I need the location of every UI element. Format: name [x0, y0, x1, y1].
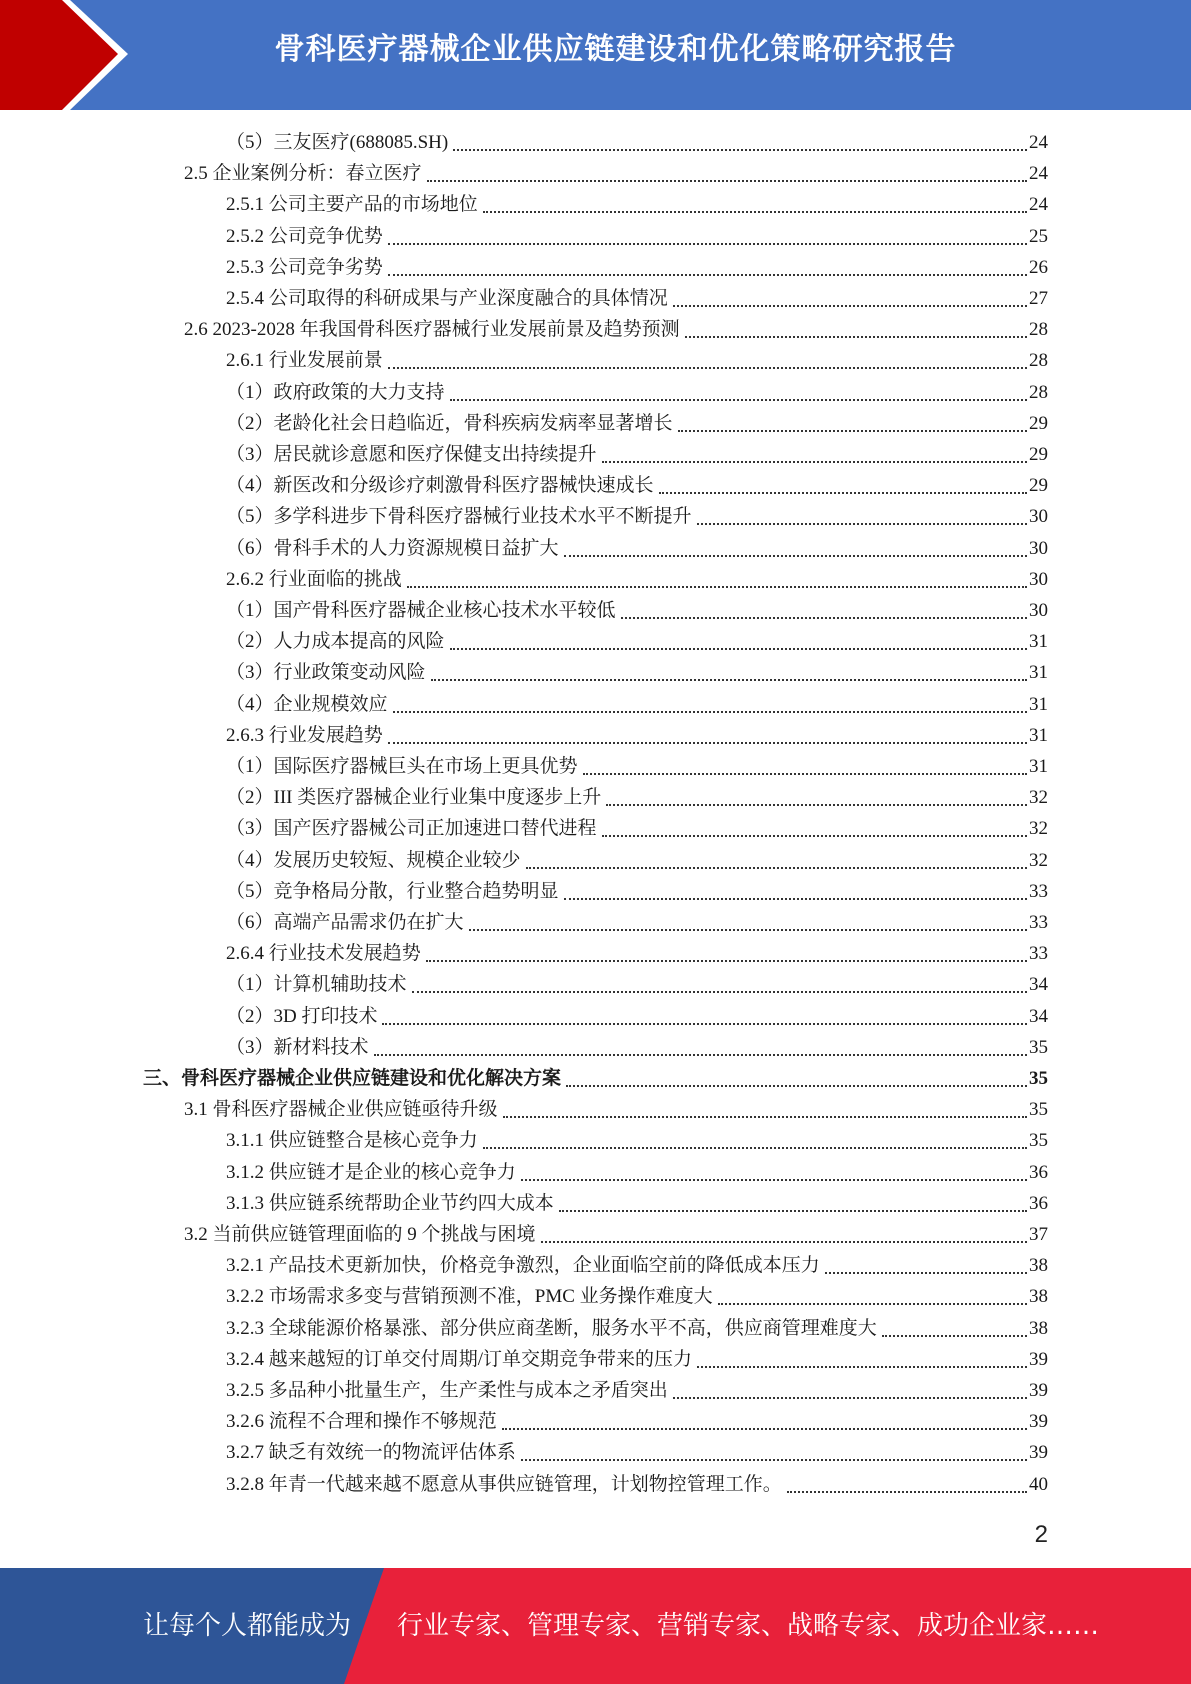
toc-dot-leader	[718, 1302, 1027, 1305]
toc-entry[interactable]	[226, 595, 1048, 626]
toc-dot-leader	[564, 554, 1027, 557]
toc-entry-page: 38	[1029, 1317, 1048, 1339]
toc-entry-title: 3.2 当前供应链管理面临的 9 个挑战与困境	[184, 1224, 536, 1245]
toc-entry[interactable]	[226, 1281, 1048, 1312]
toc-entry-title: 2.6 2023-2028 年我国骨科医疗器械行业发展前景及趋势预测	[184, 319, 680, 341]
toc-entry-page: 34	[1029, 1005, 1048, 1027]
toc-entry-title: （1）政府政策的大力支持	[226, 381, 445, 403]
toc-dot-leader	[659, 491, 1027, 494]
toc-dot-leader	[483, 1146, 1027, 1149]
toc-entry[interactable]	[226, 1406, 1048, 1437]
toc-entry-title: 3.2.2 市场需求多变与营销预测不准，PMC 业务操作难度大	[226, 1286, 713, 1308]
toc-entry[interactable]	[226, 127, 1048, 158]
toc-entry[interactable]	[226, 938, 1048, 969]
toc-entry-page: 31	[1029, 693, 1048, 715]
toc-entry[interactable]	[226, 626, 1048, 657]
toc-dot-leader	[678, 429, 1027, 432]
toc-entry[interactable]	[226, 657, 1048, 688]
toc-entry-title: 3.2.8 年青一代越来越不愿意从事供应链管理，计划物控管理工作。	[226, 1473, 782, 1495]
toc-dot-leader	[697, 1365, 1027, 1368]
toc-entry-title: （2）人力成本提高的风险	[226, 631, 445, 653]
toc-dot-leader	[673, 1396, 1027, 1399]
toc-entry[interactable]	[226, 907, 1048, 938]
toc-entry-page: 40	[1029, 1473, 1048, 1495]
toc-dot-leader	[453, 148, 1027, 151]
toc-entry[interactable]	[226, 876, 1048, 907]
toc-entry-title: （5）竞争格局分散，行业整合趋势明显	[226, 880, 559, 902]
footer-slogan-right: 行业专家、管理专家、营销专家、战略专家、成功企业家……	[397, 1611, 1100, 1641]
toc-entry-page: 38	[1029, 1255, 1048, 1277]
toc-entry[interactable]	[226, 1157, 1048, 1188]
toc-dot-leader	[602, 834, 1027, 837]
toc-entry[interactable]	[226, 533, 1048, 564]
toc-dot-leader	[388, 273, 1027, 276]
toc-entry-title: 2.6.2 行业面临的挑战	[226, 568, 402, 590]
toc-entry[interactable]	[184, 158, 1048, 189]
toc-dot-leader	[621, 616, 1027, 619]
toc-entry-page: 35	[1029, 1099, 1048, 1121]
toc-entry-page: 33	[1029, 912, 1048, 933]
toc-entry-page: 39	[1029, 1411, 1048, 1433]
toc-entry[interactable]	[184, 1219, 1048, 1250]
toc-dot-leader	[697, 522, 1027, 525]
toc-entry-page: 29	[1029, 444, 1048, 465]
toc-entry-page: 32	[1029, 849, 1048, 871]
toc-dot-leader	[450, 398, 1027, 401]
toc-entry[interactable]	[226, 1250, 1048, 1281]
toc-dot-leader	[503, 1115, 1027, 1118]
toc-entry-page: 31	[1029, 756, 1048, 777]
toc-dot-leader	[787, 1490, 1027, 1493]
toc-entry-title: 2.5.3 公司竞争劣势	[226, 256, 383, 278]
toc-entry-title: （2）3D 打印技术	[226, 1005, 378, 1027]
toc-entry-page: 26	[1029, 256, 1048, 278]
toc-entry-page: 24	[1029, 132, 1048, 153]
toc-entry[interactable]	[226, 252, 1048, 283]
toc-entry-page: 30	[1029, 537, 1048, 559]
toc-entry-page: 31	[1029, 662, 1048, 684]
toc-entry-page: 28	[1029, 319, 1048, 341]
toc-entry-title: 3.2.7 缺乏有效统一的物流评估体系	[226, 1442, 516, 1464]
toc-entry[interactable]	[226, 221, 1048, 252]
toc-entry-title: （1）国际医疗器械巨头在市场上更具优势	[226, 756, 578, 777]
toc-entry[interactable]	[226, 1001, 1048, 1032]
toc-entry-title: 3.1.1 供应链整合是核心竞争力	[226, 1130, 478, 1152]
toc-entry[interactable]	[226, 1188, 1048, 1219]
toc-entry-page: 27	[1029, 288, 1048, 309]
toc-dot-leader	[388, 242, 1027, 245]
toc-dot-leader	[541, 1240, 1027, 1243]
toc-dot-leader	[882, 1334, 1027, 1337]
toc-entry-title: （5）多学科进步下骨科医疗器械行业技术水平不断提升	[226, 506, 692, 528]
toc-entry-title: 3.2.5 多品种小批量生产，生产柔性与成本之矛盾突出	[226, 1380, 668, 1401]
toc-entry-page: 30	[1029, 506, 1048, 528]
toc-entry[interactable]	[226, 689, 1048, 720]
toc-entry-title: 3.1 骨科医疗器械企业供应链亟待升级	[184, 1099, 498, 1121]
toc-entry-title: （2）III 类医疗器械企业行业集中度逐步上升	[226, 787, 602, 809]
toc-entry[interactable]	[184, 1094, 1048, 1125]
toc-dot-leader	[521, 1178, 1027, 1181]
toc-dot-leader	[559, 1209, 1027, 1212]
toc-entry-title: （5）三友医疗(688085.SH)	[226, 132, 449, 153]
toc-entry-page: 33	[1029, 943, 1048, 965]
footer-banner	[0, 1568, 1191, 1684]
toc-entry[interactable]	[226, 470, 1048, 501]
toc-entry[interactable]	[226, 377, 1048, 408]
toc-entry[interactable]	[226, 439, 1048, 470]
toc-entry[interactable]	[226, 720, 1048, 751]
toc-dot-leader	[388, 741, 1027, 744]
toc-entry-title: 2.6.4 行业技术发展趋势	[226, 943, 421, 965]
toc-entry[interactable]	[226, 1469, 1048, 1500]
toc-entry[interactable]	[226, 189, 1048, 220]
toc-dot-leader	[374, 1053, 1027, 1056]
toc-dot-leader	[566, 1084, 1027, 1087]
toc-dot-leader	[450, 647, 1027, 650]
toc-entry-page: 25	[1029, 225, 1048, 247]
toc-entry-page: 39	[1029, 1348, 1048, 1370]
toc-entry-page: 31	[1029, 631, 1048, 653]
document-title: 骨科医疗器械企业供应链建设和优化策略研究报告	[274, 32, 957, 67]
toc-entry-page: 29	[1029, 475, 1048, 497]
toc-entry[interactable]	[226, 1344, 1048, 1375]
toc-entry[interactable]	[226, 1375, 1048, 1406]
toc-entry[interactable]	[184, 314, 1048, 345]
toc-entry-title: 2.5.1 公司主要产品的市场地位	[226, 194, 478, 216]
toc-entry-page: 39	[1029, 1380, 1048, 1401]
toc-entry-title: 3.2.1 产品技术更新加快，价格竞争激烈，企业面临空前的降低成本压力	[226, 1255, 820, 1277]
toc-dot-leader	[685, 335, 1027, 338]
toc-entry-page: 38	[1029, 1286, 1048, 1308]
toc-entry[interactable]	[226, 845, 1048, 876]
toc-dot-leader	[521, 1458, 1027, 1461]
toc-entry-title: （4）企业规模效应	[226, 693, 388, 715]
toc-entry-title: 2.5.4 公司取得的科研成果与产业深度融合的具体情况	[226, 288, 668, 309]
toc-entry-title: 2.5.2 公司竞争优势	[226, 225, 383, 247]
toc-entry-title: 3.1.2 供应链才是企业的核心竞争力	[226, 1161, 516, 1183]
toc-entry-title: 2.6.3 行业发展趋势	[226, 724, 383, 746]
header-banner	[0, 0, 1191, 110]
toc-entry-page: 35	[1029, 1068, 1048, 1089]
toc-entry[interactable]	[226, 1313, 1048, 1344]
toc-entry[interactable]	[226, 345, 1048, 376]
toc-entry-page: 32	[1029, 787, 1048, 809]
toc-entry-title: （3）行业政策变动风险	[226, 662, 426, 684]
toc-entry-title: （3）国产医疗器械公司正加速进口替代进程	[226, 818, 597, 840]
toc-entry-page: 30	[1029, 600, 1048, 621]
toc-entry[interactable]	[226, 564, 1048, 595]
toc-entry-title: （3）新材料技术	[226, 1036, 369, 1058]
toc-dot-leader	[583, 772, 1027, 775]
toc-entry-title: 三、骨科医疗器械企业供应链建设和优化解决方案	[143, 1068, 562, 1089]
toc-entry-page: 30	[1029, 568, 1048, 590]
toc-entry-page: 35	[1029, 1130, 1048, 1152]
toc-entry-title: （3）居民就诊意愿和医疗保健支出持续提升	[226, 444, 597, 465]
toc-dot-leader	[407, 585, 1027, 588]
toc-entry-title: 2.5 企业案例分析：春立医疗	[184, 163, 422, 185]
toc-entry-title: 3.1.3 供应链系统帮助企业节约四大成本	[226, 1192, 554, 1214]
toc-entry[interactable]	[226, 969, 1048, 1000]
toc-entry-title: （6）骨科手术的人力资源规模日益扩大	[226, 537, 559, 559]
toc-dot-leader	[382, 1022, 1027, 1025]
toc-dot-leader	[502, 1427, 1027, 1430]
toc-dot-leader	[427, 179, 1027, 182]
toc-entry-title: 2.6.1 行业发展前景	[226, 350, 383, 372]
toc-entry-page: 28	[1029, 381, 1048, 403]
toc-entry[interactable]	[226, 813, 1048, 844]
toc-dot-leader	[393, 710, 1027, 713]
toc-entry-page: 36	[1029, 1161, 1048, 1183]
toc-dot-leader	[825, 1271, 1027, 1274]
toc-dot-leader	[526, 866, 1027, 869]
toc-entry[interactable]	[226, 751, 1048, 782]
toc-entry[interactable]	[226, 501, 1048, 532]
toc-entry-page: 32	[1029, 818, 1048, 840]
toc-entry-title: （4）发展历史较短、规模企业较少	[226, 849, 521, 871]
toc-entry-page: 33	[1029, 880, 1048, 902]
toc-entry-title: （2）老龄化社会日趋临近，骨科疾病发病率显著增长	[226, 412, 673, 434]
toc-entry[interactable]	[226, 1125, 1048, 1156]
toc-entry-page: 24	[1029, 194, 1048, 216]
toc-dot-leader	[431, 678, 1027, 681]
toc-dot-leader	[483, 210, 1027, 213]
toc-entry-page: 37	[1029, 1224, 1048, 1245]
toc-dot-leader	[469, 928, 1027, 931]
toc-dot-leader	[388, 366, 1027, 369]
toc-entry-page: 36	[1029, 1192, 1048, 1214]
toc-dot-leader	[564, 897, 1027, 900]
toc-entry-title: （4）新医改和分级诊疗刺激骨科医疗器械快速成长	[226, 475, 654, 497]
toc-entry[interactable]	[226, 283, 1048, 314]
toc-dot-leader	[412, 990, 1027, 993]
toc-entry-title: 3.2.3 全球能源价格暴涨、部分供应商垄断，服务水平不高，供应商管理难度大	[226, 1317, 877, 1339]
footer-slogan-left: 让每个人都能成为	[143, 1611, 352, 1641]
toc-entry-title: 3.2.4 越来越短的订单交付周期/订单交期竞争带来的压力	[226, 1348, 693, 1370]
toc-entry-title: （1）国产骨科医疗器械企业核心技术水平较低	[226, 600, 616, 621]
toc-entry-page: 31	[1029, 724, 1048, 746]
toc-entry-title: 3.2.6 流程不合理和操作不够规范	[226, 1411, 497, 1433]
toc-dot-leader	[602, 460, 1027, 463]
toc-entry-page: 24	[1029, 163, 1048, 185]
toc-entry-title: （6）高端产品需求仍在扩大	[226, 912, 464, 933]
toc-entry-page: 39	[1029, 1442, 1048, 1464]
toc-entry[interactable]	[143, 1063, 1048, 1094]
toc-entry-page: 29	[1029, 412, 1048, 434]
toc-entry-page: 34	[1029, 974, 1048, 996]
toc-entry[interactable]	[226, 408, 1048, 439]
toc-entry-page: 35	[1029, 1036, 1048, 1058]
toc-entry[interactable]	[226, 782, 1048, 813]
toc-entry[interactable]	[226, 1437, 1048, 1468]
toc-entry[interactable]	[226, 1032, 1048, 1063]
toc-dot-leader	[606, 803, 1027, 806]
toc-dot-leader	[673, 304, 1027, 307]
toc-dot-leader	[426, 959, 1027, 962]
toc-entry-page: 28	[1029, 350, 1048, 372]
page-number: 2	[1034, 1521, 1048, 1548]
toc-entry-title: （1）计算机辅助技术	[226, 974, 407, 996]
